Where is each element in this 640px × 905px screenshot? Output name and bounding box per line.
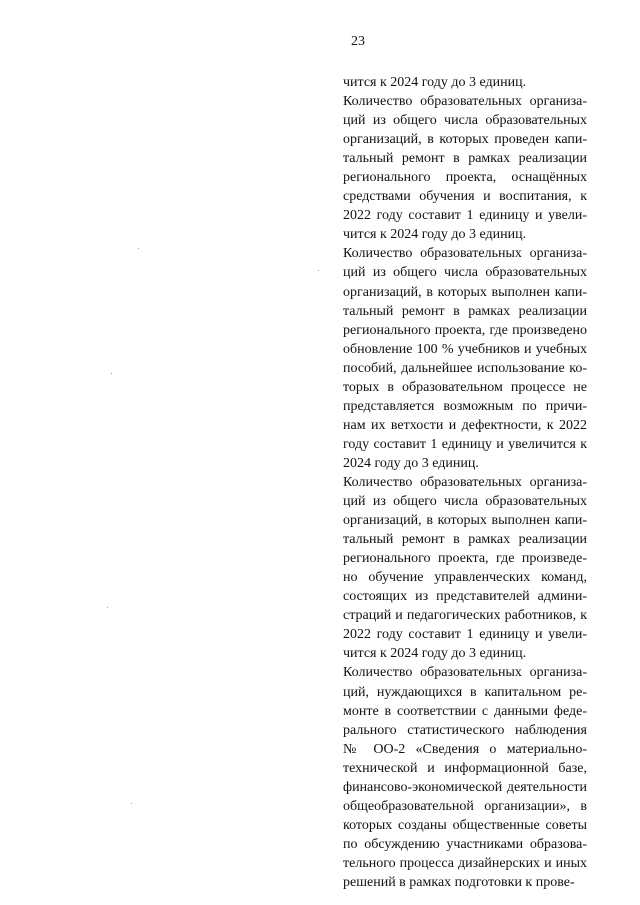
text-line: Количество образовательных организа- bbox=[343, 474, 587, 490]
text-line: № ОО-2 «Сведения о материально- bbox=[343, 741, 587, 757]
text-line: Количество образовательных организа- bbox=[343, 94, 587, 110]
paragraph bbox=[343, 73, 587, 92]
text-line: средствами обучения и воспитания, к bbox=[343, 189, 587, 205]
text-line: ций, нуждающихся в капитальном ре- bbox=[343, 684, 587, 700]
paragraph bbox=[343, 473, 587, 663]
text-line: году составит 1 единицу и увеличится к bbox=[343, 436, 587, 452]
text-line: ций из общего числа образовательных bbox=[343, 494, 587, 510]
text-line: организаций, в которых проведен капи- bbox=[343, 132, 587, 148]
scan-speck bbox=[131, 803, 132, 804]
scan-speck bbox=[318, 270, 319, 271]
text-line: технической и информационной базе, bbox=[343, 760, 587, 776]
text-line: обновление 100 % учебников и учебных bbox=[343, 341, 587, 357]
text-line: чится к 2024 году до 3 единиц. bbox=[343, 75, 527, 90]
scan-speck bbox=[107, 607, 108, 608]
text-line: Количество образовательных организа- bbox=[343, 665, 587, 681]
scan-speck bbox=[138, 248, 139, 249]
scan-speck bbox=[111, 373, 112, 374]
text-line: ций из общего числа образовательных bbox=[343, 113, 587, 129]
text-line: тальный ремонт в рамках реализации bbox=[343, 532, 587, 548]
text-line: финансово-экономической деятельности bbox=[343, 779, 587, 795]
text-line: страций и педагогических работников, к bbox=[343, 608, 587, 624]
text-line: решений в рамках подготовки к прове- bbox=[343, 874, 575, 890]
paragraph bbox=[343, 663, 587, 892]
text-line: регионального проекта, где произведе- bbox=[343, 551, 587, 567]
text-line: пособий, дальнейшее использование ко- bbox=[343, 360, 587, 376]
text-line: тальный ремонт в рамках реализации bbox=[343, 303, 587, 319]
page-number: 23 bbox=[351, 34, 365, 49]
text-line: которых созданы общественные советы bbox=[343, 817, 587, 833]
text-line: тальный ремонт в рамках реализации bbox=[343, 151, 587, 167]
text-line: общеобразовательной организации», в bbox=[343, 798, 587, 814]
text-line: 2022 году составит 1 единицу и увели- bbox=[343, 208, 587, 224]
text-line: 2024 году до 3 единиц. bbox=[343, 455, 479, 471]
text-line: 2022 году составит 1 единицу и увели- bbox=[343, 627, 587, 643]
text-line: регионального проекта, где произведено bbox=[343, 322, 587, 338]
text-line: организаций, в которых выполнен капи- bbox=[343, 284, 587, 300]
text-line: тельного процесса дизайнерских и иных bbox=[343, 855, 587, 871]
text-line: по обсуждению участниками образова- bbox=[343, 836, 587, 852]
text-line: чится к 2024 году до 3 единиц. bbox=[343, 227, 527, 243]
text-line: представляется возможным по причи- bbox=[343, 398, 587, 414]
text-line: ций из общего числа образовательных bbox=[343, 265, 587, 281]
paragraph bbox=[343, 92, 587, 244]
text-line: Количество образовательных организа- bbox=[343, 246, 587, 262]
text-line: регионального проекта, оснащённых bbox=[343, 170, 587, 186]
text-line: нам их ветхости и дефектности, к 2022 bbox=[343, 417, 587, 433]
paragraph bbox=[343, 244, 587, 473]
text-line: чится к 2024 году до 3 единиц. bbox=[343, 646, 527, 662]
text-line: рального статистического наблюдения bbox=[343, 722, 587, 738]
text-line: но обучение управленческих команд, bbox=[343, 570, 587, 586]
text-line: монте в соответствии с данными феде- bbox=[343, 703, 587, 719]
text-column bbox=[343, 73, 587, 892]
text-line: торых в образовательном процессе не bbox=[343, 379, 587, 395]
text-line: состоящих из представителей админи- bbox=[343, 589, 587, 605]
text-line: организаций, в которых выполнен капи- bbox=[343, 513, 587, 529]
